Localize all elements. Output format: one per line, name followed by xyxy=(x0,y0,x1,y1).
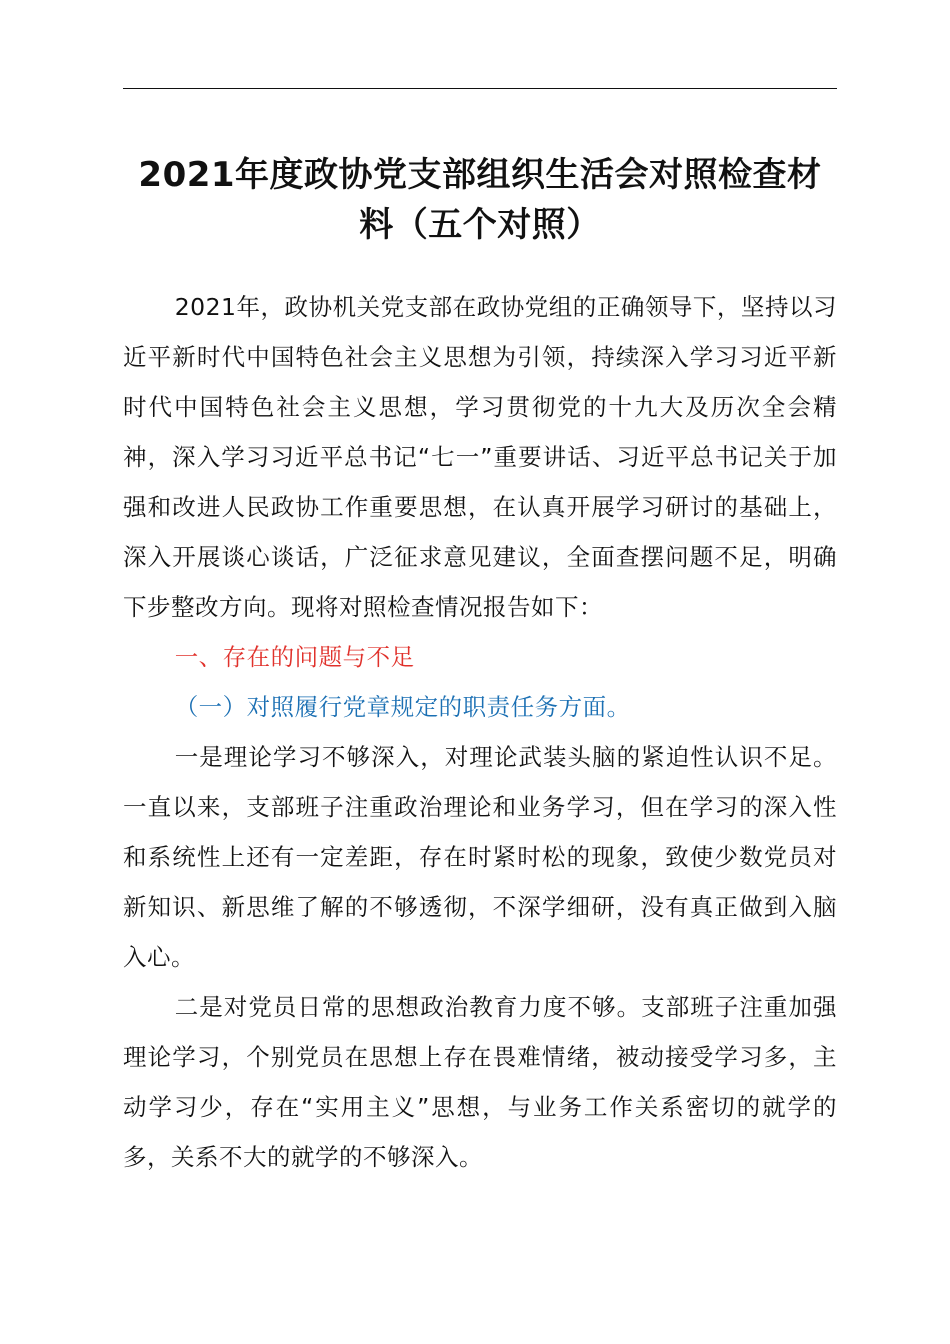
intro-paragraph: 2021年，政协机关党支部在政协党组的正确领导下，坚持以习近平新时代中国特色社会主义思想为引领，持续深入学习习近平新时代中国特色社会主义思想，学习贯彻党的十九大及历次全会精神，深入学习习近平总书记“七一”重要讲话、习近平总书记关于加强和改进人民政协工作重要思想，在认真开展学习研讨的基础上，深入开展谈心谈话，广泛征求意见建议，全面查摆问题不足，明确下步整改方向。现将对照检查情况报告如下： xyxy=(123,293,837,621)
document-body xyxy=(123,282,837,1182)
header-rule xyxy=(123,88,837,89)
section-heading-problems: 一、存在的问题与不足 xyxy=(174,643,415,671)
subsection-heading-party-constitution: （一）对照履行党章规定的职责任务方面。 xyxy=(174,693,631,721)
document-title: 2021年度政协党支部组织生活会对照检查材料（五个对照） xyxy=(138,155,822,245)
problem-paragraph-1: 一是理论学习不够深入，对理论武装头脑的紧迫性认识不足。一直以来，支部班子注重政治理论和业务学习，但在学习的深入性和系统性上还有一定差距，存在时紧时松的现象，致使少数党员对新知识、新思维了解的不够透彻，不深学细研，没有真正做到入脑入心。 xyxy=(123,743,837,971)
problem-paragraph-2: 二是对党员日常的思想政治教育力度不够。支部班子注重加强理论学习，个别党员在思想上存在畏难情绪，被动接受学习多，主动学习少，存在“实用主义”思想，与业务工作关系密切的就学的多，关系不大的就学的不够深入。 xyxy=(123,993,837,1171)
